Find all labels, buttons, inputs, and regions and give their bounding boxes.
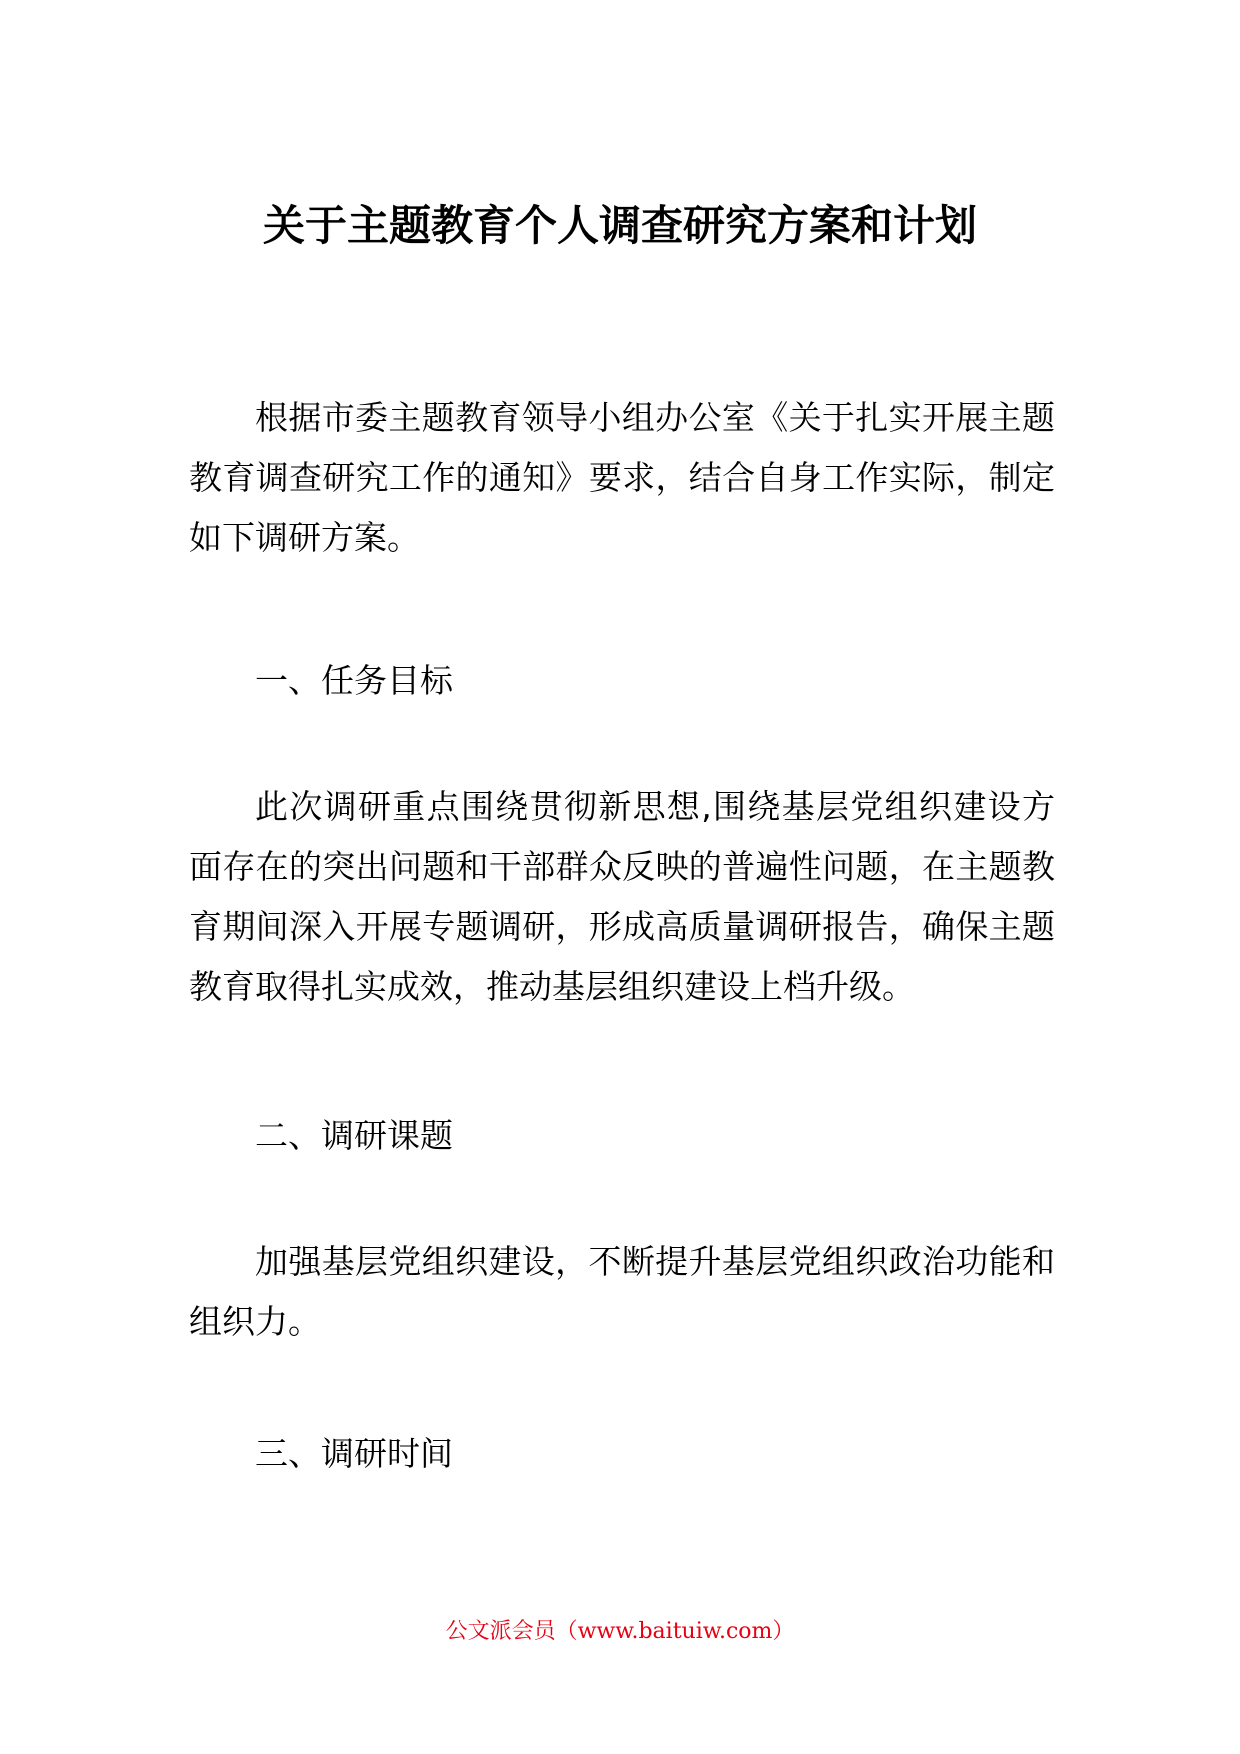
section-body-goals: 此次调研重点围绕贯彻新思想,围绕基层党组织建设方面存在的突出问题和干部群众反映的普遍性问题，在主题教育期间深入开展专题调研，形成高质量调研报告，确保主题教育取得扎实成效，推动基层组织建设上档升级。 [189,787,1055,1006]
section-body-topic: 加强基层党组织建设，不断提升基层党组织政治功能和组织力。 [189,1242,1055,1341]
section-heading-topic: 二、调研课题 [255,1116,453,1155]
footer-watermark: 公文派会员（www.baituiw.com） [445,1619,795,1644]
section-heading-goals: 一、任务目标 [255,661,453,700]
document-title: 关于主题教育个人调查研究方案和计划 [262,201,977,250]
section-heading-time: 三、调研时间 [255,1434,453,1473]
intro-paragraph: 根据市委主题教育领导小组办公室《关于扎实开展主题教育调查研究工作的通知》要求，结合自身工作实际，制定如下调研方案。 [189,398,1055,557]
